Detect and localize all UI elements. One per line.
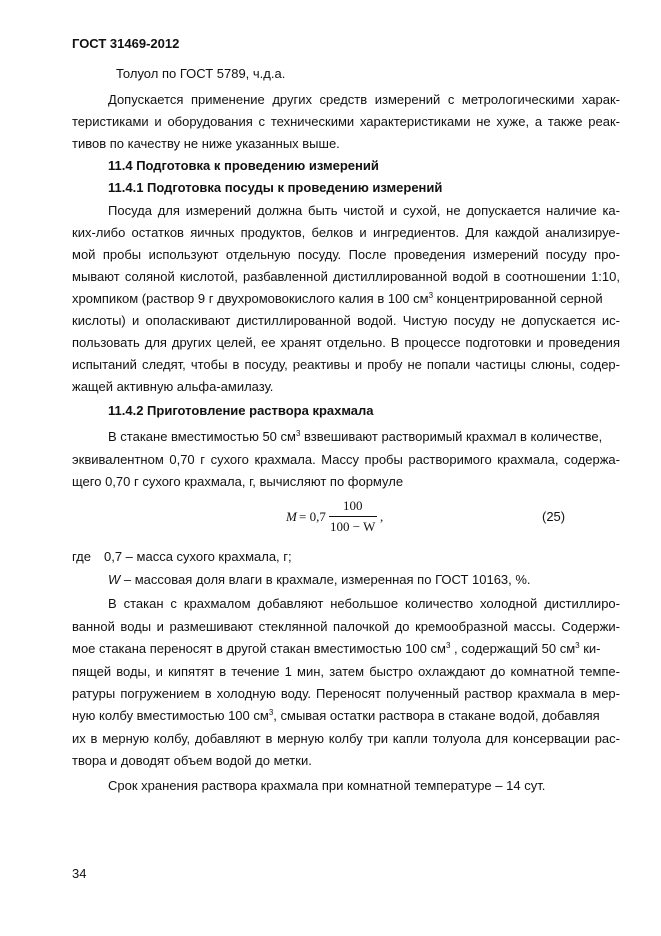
text-line: пользовать для других целей, ее хранят отдельно. В процессе подготовки и проведения	[72, 335, 620, 350]
text-line: тивов по качеству не ниже указанных выше.	[72, 136, 340, 151]
text-line: их в мерную колбу, добавляют в мерную колбу три капли толуола для консервации рас-	[72, 731, 620, 746]
text-line: твора и доводят объем водой до метки.	[72, 753, 312, 768]
formula-coefficient: = 0,7	[299, 509, 326, 524]
variable: W	[108, 572, 121, 587]
text-line: Посуда для измерений должна быть чистой и сухой, не допускается наличие ка-	[108, 203, 620, 218]
superscript: 3	[575, 641, 580, 650]
section-heading: 11.4.2 Приготовление раствора крахмала	[108, 403, 374, 418]
text-fragment: В стакане вместимостью 50 см	[108, 429, 296, 444]
text-fragment: , содержащий 50 см	[450, 641, 576, 656]
text-line: теристиками и оборудования с техническими характеристиками не хуже, а также реак-	[72, 114, 620, 129]
definition-line: 0,7 – масса сухого крахмала, г;	[104, 549, 292, 564]
definition-line	[108, 572, 531, 588]
superscript: 3	[445, 641, 451, 650]
formula-denominator: 100 − W	[330, 519, 376, 534]
text-line: Срок хранения раствора крахмала при комнатной температуре – 14 сут.	[108, 778, 546, 793]
fraction-bar	[329, 516, 377, 517]
section-heading: 11.4.1 Подготовка посуды к проведению измерений	[108, 180, 443, 195]
text-line: испытаний следят, чтобы в посуду, реактивы и пробу не попали частицы слюны, содер-	[72, 357, 620, 372]
text-line: ких-либо остатков яичных продуктов, белков и ингредиентов. Для каждой анализируе-	[72, 225, 620, 240]
text-fragment: ки-	[579, 641, 601, 656]
text-line	[72, 708, 600, 724]
text-line: жащей активную альфа-амилазу.	[72, 379, 274, 394]
text-line: В стакан с крахмалом добавляют небольшое количество холодной дистиллиро-	[108, 596, 620, 611]
text-line	[72, 641, 600, 657]
text-line	[72, 291, 603, 307]
superscript: 3	[268, 708, 274, 717]
superscript: 3	[295, 429, 301, 438]
formula-numerator: 100	[343, 498, 363, 513]
document-header: ГОСТ 31469-2012	[72, 36, 180, 51]
text-line: эквивалентном 0,70 г сухого крахмала. Массу пробы растворимого крахмала, содержа-	[72, 452, 620, 467]
text-line	[108, 429, 602, 445]
section-heading: 11.4 Подготовка к проведению измерений	[108, 158, 379, 173]
text-fragment: ную колбу вместимостью 100 см	[72, 708, 269, 723]
formula-lhs: M	[286, 509, 297, 524]
page-number: 34	[72, 866, 87, 881]
formula-tail: ,	[380, 509, 384, 524]
text-line: пящей воды, и кипятят в течение 1 мин, затем быстро охлаждают до комнатной темпе-	[72, 664, 620, 679]
text-line: Допускается применение других средств измерений с метрологическими харак-	[108, 92, 620, 107]
text-fragment: концентрированной серной	[433, 291, 603, 306]
superscript: 3	[428, 291, 434, 300]
text-fragment: взвешивают растворимый крахмал в количестве,	[300, 429, 603, 444]
text-line: щего 0,70 г сухого крахмала, г, вычисляют по формуле	[72, 474, 404, 489]
text-fragment: , смывая остатки раствора в стакане водой, добавляя	[273, 708, 600, 723]
text-fragment: мое стакана переносят в другой стакан вместимостью 100 см	[72, 641, 446, 656]
where-prefix: где	[72, 549, 91, 564]
text-fragment: хромпиком (раствор 9 г двухромовокислого калия в 100 см	[72, 291, 429, 306]
text-line: ванной воды и размешивают стеклянной палочкой до кремообразной массы. Содержи-	[72, 619, 620, 634]
text-line: мой пробы используют отдельную посуду. После проведения измерений посуду про-	[72, 247, 620, 262]
text-line: Толуол по ГОСТ 5789, ч.д.а.	[116, 66, 286, 81]
text-fragment: – массовая доля влаги в крахмале, измеренная по ГОСТ 10163, %.	[120, 572, 531, 587]
text-line: кислоты) и ополаскивают дистиллированной водой. Чистую посуду не допускается ис-	[72, 313, 620, 328]
formula-number: (25)	[542, 509, 566, 524]
text-line: ратуры погружением в холодную воду. Переносят полученный раствор крахмала в мер-	[72, 686, 620, 701]
text-line: мывают соляной кислотой, разбавленной дистиллированной водой в соотношении 1:10,	[72, 269, 620, 284]
